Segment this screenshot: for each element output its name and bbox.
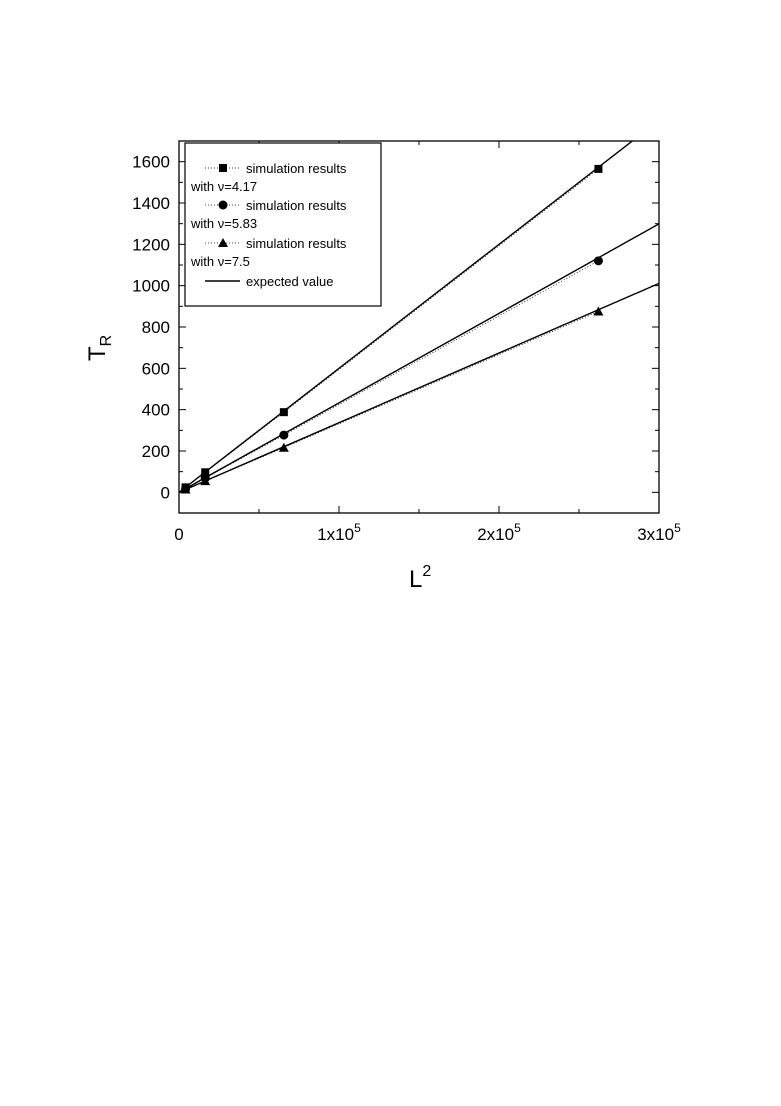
x-axis-title: $L^2$ — [409, 563, 432, 593]
data-point-circle — [594, 256, 603, 265]
data-point-triangle — [279, 443, 289, 452]
legend — [185, 143, 381, 306]
legend-entry-expected: expected value — [246, 274, 334, 289]
data-point-circle — [279, 431, 288, 440]
y-tick-label: 800 — [141, 318, 170, 337]
y-axis-title: $T_R$ — [84, 334, 115, 361]
y-tick-label: 600 — [141, 359, 170, 379]
y-tick-label: 1400 — [132, 194, 170, 213]
legend-entry-3-line-1: simulation results — [246, 236, 347, 251]
data-point-square — [594, 165, 602, 173]
legend-entry-2-line-1: simulation results — [246, 198, 347, 213]
y-tick-label: 1000 — [132, 276, 170, 296]
x-tick-label: $3x10^5$ — [637, 521, 681, 544]
data-point-square — [280, 408, 288, 416]
legend-entry-1-line-2: with ν=4.17 — [191, 179, 258, 194]
expected-line-3 — [179, 283, 659, 492]
y-tick-label: 1600 — [132, 152, 170, 172]
y-tick-label: 1200 — [132, 235, 170, 255]
y-tick-label: 400 — [141, 400, 170, 420]
legend-entry-3-line-2: with ν=7.5 — [191, 254, 250, 269]
legend-entry-1-line-1: simulation results — [246, 161, 347, 176]
x-tick-label: 0 — [174, 525, 184, 544]
x-tick-label: $1x10^5$ — [317, 521, 361, 544]
legend-marker-circle — [219, 201, 228, 210]
legend-entry-2-line-2: with ν=5.83 — [191, 216, 258, 231]
x-tick-label: $2x10^5$ — [477, 521, 521, 544]
y-tick-label: 0 — [160, 483, 170, 503]
y-tick-label: 200 — [141, 442, 170, 461]
legend-marker-square — [219, 164, 227, 172]
